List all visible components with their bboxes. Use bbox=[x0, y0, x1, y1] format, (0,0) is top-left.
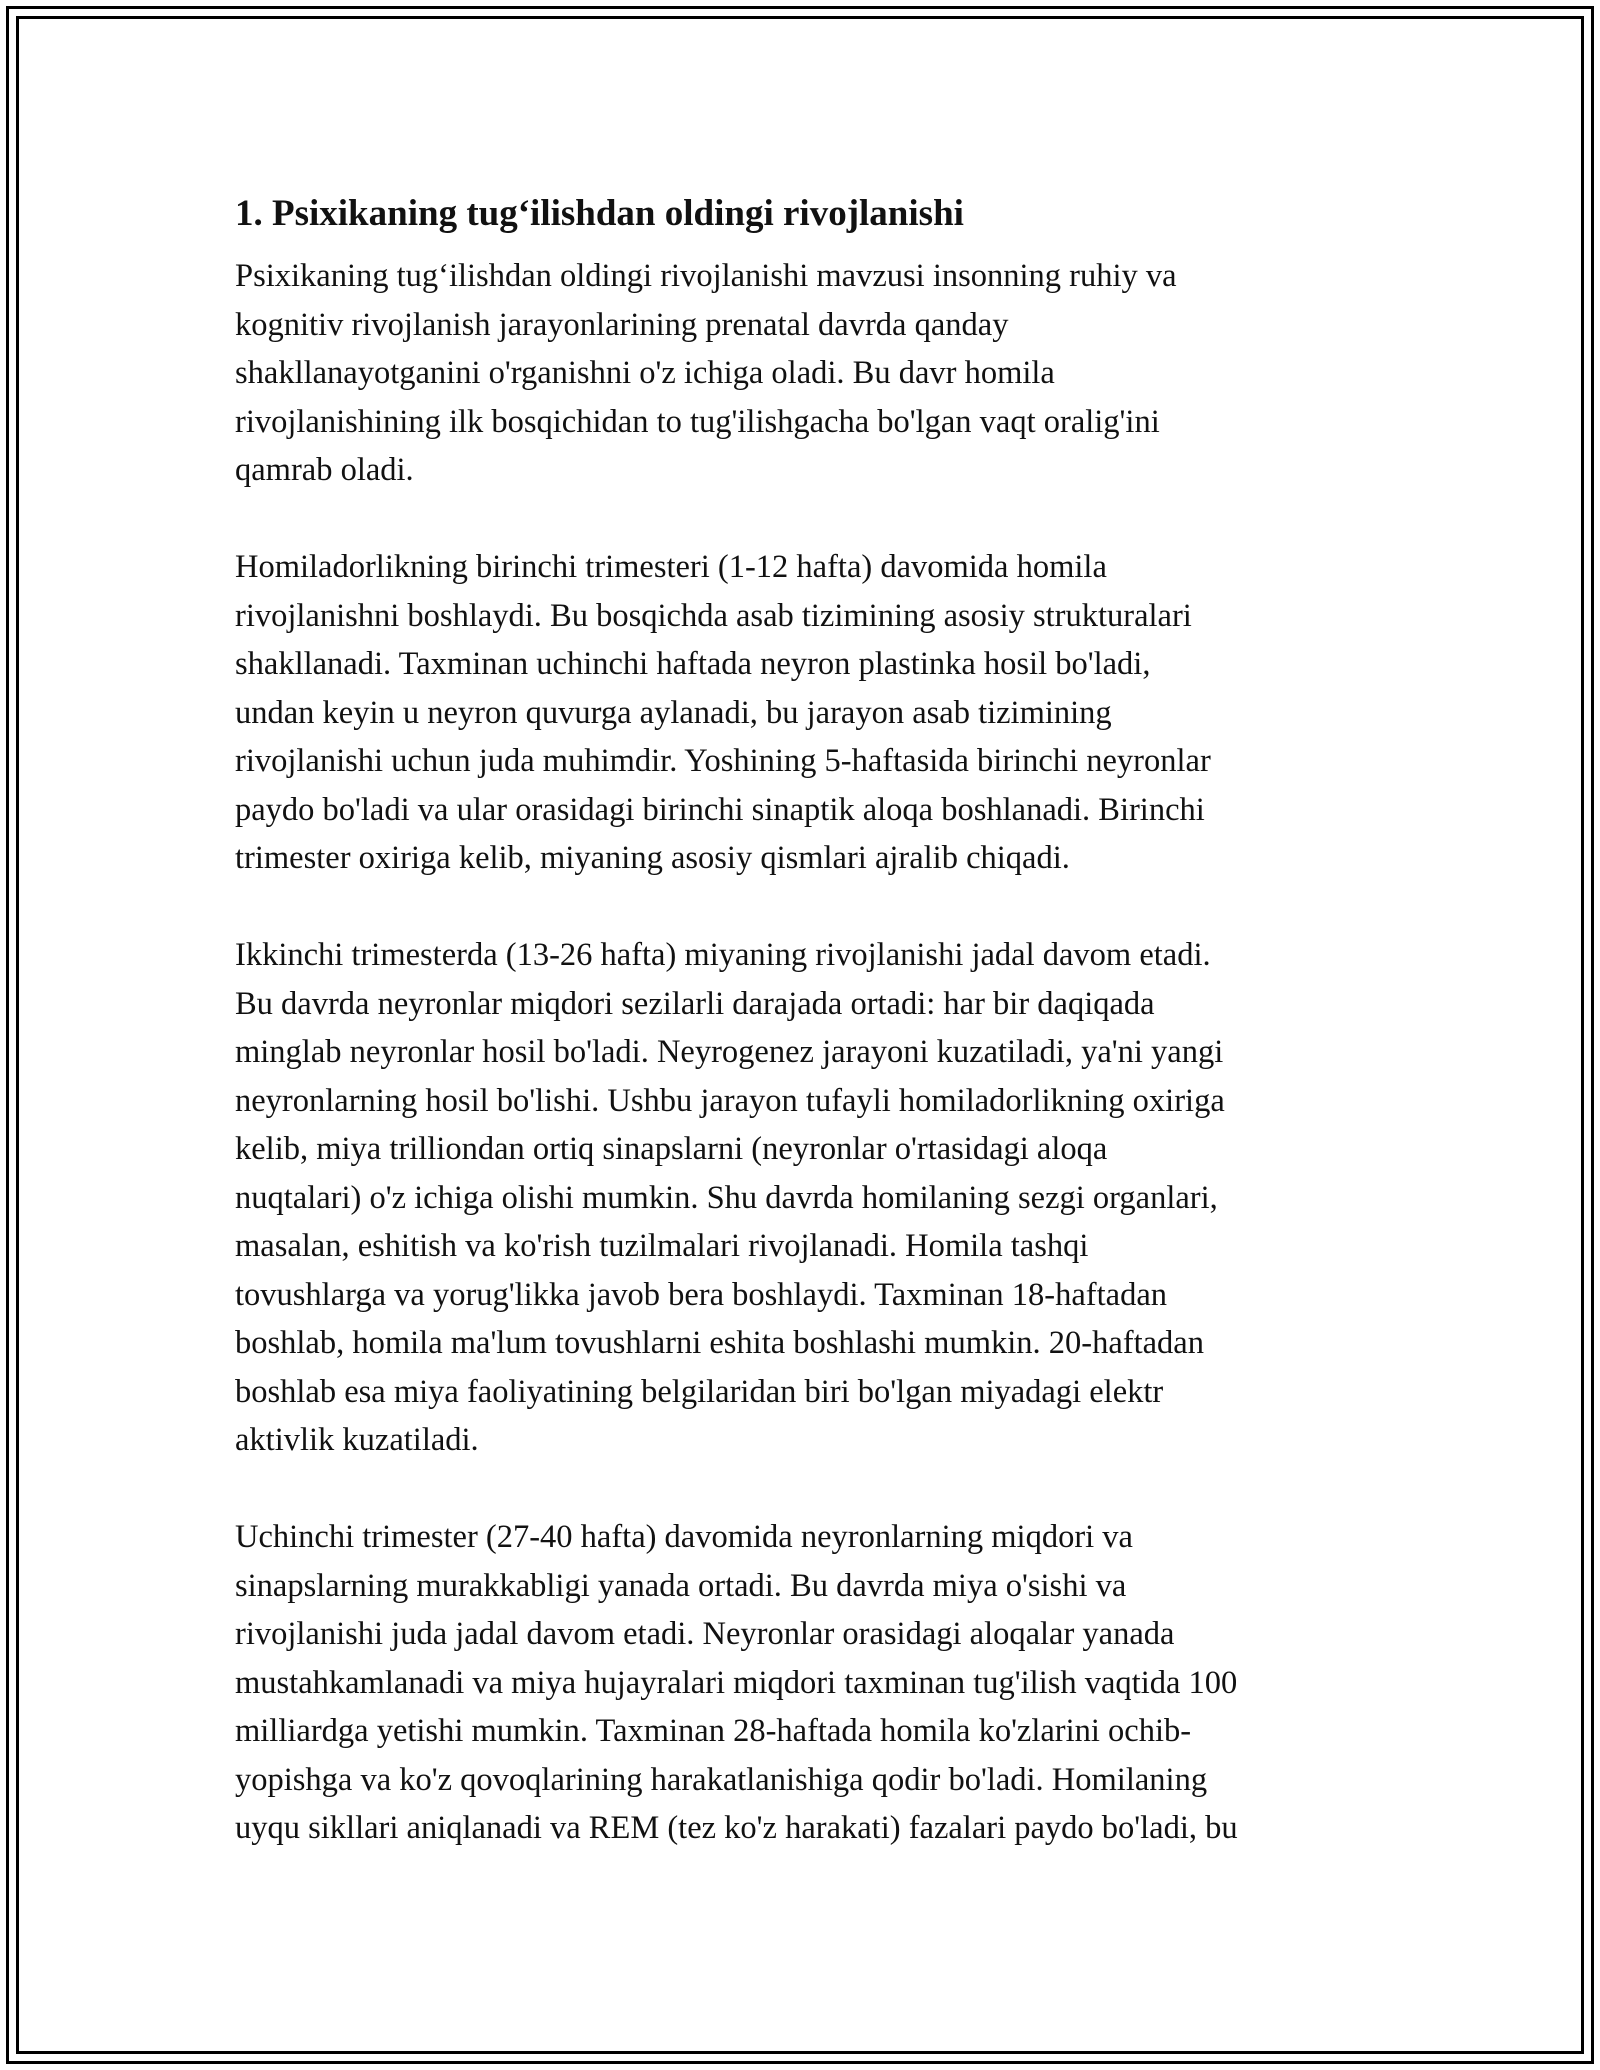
text-line: sinapslarning murakkabligi yanada ortadi. Bu davrda miya o'sishi va bbox=[235, 1567, 1127, 1604]
text-line: Psixikaning tug‘ilishdan oldingi rivojlanishi mavzusi insonning ruhiy va bbox=[235, 258, 1177, 294]
text-line: undan keyin u neyron quvurga aylanadi, bu jarayon asab tizimining bbox=[235, 694, 1112, 731]
text-line: Homiladorlikning birinchi trimesteri (1-12 hafta) davomida homila bbox=[235, 549, 1107, 585]
text-line: boshlab, homila ma'lum tovushlarni eshita boshlashi mumkin. 20-haftadan bbox=[235, 1325, 1204, 1361]
text-line: masalan, eshitish va ko'rish tuzilmalari rivojlanadi. Homila tashqi bbox=[235, 1228, 1089, 1264]
text-line: tovushlarga va yorug'likka javob bera boshlaydi. Taxminan 18-haftadan bbox=[235, 1276, 1167, 1313]
text-line: shakllanadi. Taxminan uchinchi haftada neyron plastinka hosil bo'ladi, bbox=[235, 646, 1151, 682]
text-line: paydo bo'ladi va ular orasidagi birinchi sinaptik aloqa boshlanadi. Birinchi bbox=[235, 791, 1205, 828]
text-line: aktivlik kuzatiladi. bbox=[235, 1422, 479, 1458]
text-line: rivojlanishi juda jadal davom etadi. Neyronlar orasidagi aloqalar yanada bbox=[235, 1616, 1175, 1652]
text-line: shakllanayotganini o'rganishni o'z ichiga oladi. Bu davr homila bbox=[235, 355, 1055, 391]
text-line: rivojlanishining ilk bosqichidan to tug'ilishgacha bo'lgan vaqt oralig'ini bbox=[235, 403, 1160, 440]
text-line: uyqu sikllari aniqlanadi va REM (tez ko'z harakati) fazalari paydo bo'ladi, bu bbox=[235, 1810, 1238, 1846]
text-line: mustahkamlanadi va miya hujayralari miqdori taxminan tug'ilish vaqtida 100 bbox=[235, 1664, 1238, 1701]
text-line: trimester oxiriga kelib, miyaning asosiy qismlari ajralib chiqadi. bbox=[235, 840, 1070, 876]
text-line: milliardga yetishi mumkin. Taxminan 28-haftada homila ko'zlarini ochib- bbox=[235, 1713, 1192, 1749]
paragraph-intro bbox=[235, 252, 1370, 495]
paragraph-first-trimester bbox=[235, 543, 1370, 883]
text-line: neyronlarning hosil bo'lishi. Ushbu jarayon tufayli homiladorlikning oxiriga bbox=[235, 1082, 1225, 1119]
section-heading: 1. Psixikaning tug‘ilishdan oldingi rivojlanishi bbox=[235, 193, 964, 234]
paragraph-second-trimester bbox=[235, 931, 1370, 1465]
paragraph-third-trimester bbox=[235, 1513, 1370, 1853]
text-line: nuqtalari) o'z ichiga olishi mumkin. Shu davrda homilaning sezgi organlari, bbox=[235, 1179, 1218, 1216]
text-line: qamrab oladi. bbox=[235, 452, 414, 488]
text-line: yopishga va ko'z qovoqlarining harakatlanishiga qodir bo'ladi. Homilaning bbox=[235, 1761, 1208, 1798]
text-line: kognitiv rivojlanish jarayonlarining prenatal davrda qanday bbox=[235, 306, 1009, 343]
text-line: Bu davrda neyronlar miqdori sezilarli darajada ortadi: har bir daqiqada bbox=[235, 985, 1155, 1022]
text-line: Ikkinchi trimesterda (13-26 hafta) miyaning rivojlanishi jadal davom etadi. bbox=[235, 937, 1211, 973]
text-line: minglab neyronlar hosil bo'ladi. Neyrogenez jarayoni kuzatiladi, ya'ni yangi bbox=[235, 1034, 1224, 1070]
text-line: rivojlanishi uchun juda muhimdir. Yoshining 5-haftasida birinchi neyronlar bbox=[235, 743, 1211, 779]
text-line: Uchinchi trimester (27-40 hafta) davomida neyronlarning miqdori va bbox=[235, 1519, 1133, 1555]
document-body bbox=[235, 186, 1370, 1901]
text-line: kelib, miya trilliondan ortiq sinapslarni (neyronlar o'rtasidagi aloqa bbox=[235, 1131, 1108, 1167]
text-line: boshlab esa miya faoliyatining belgilaridan biri bo'lgan miyadagi elektr bbox=[235, 1373, 1164, 1410]
text-line: rivojlanishni boshlaydi. Bu bosqichda asab tizimining asosiy strukturalari bbox=[235, 597, 1192, 634]
